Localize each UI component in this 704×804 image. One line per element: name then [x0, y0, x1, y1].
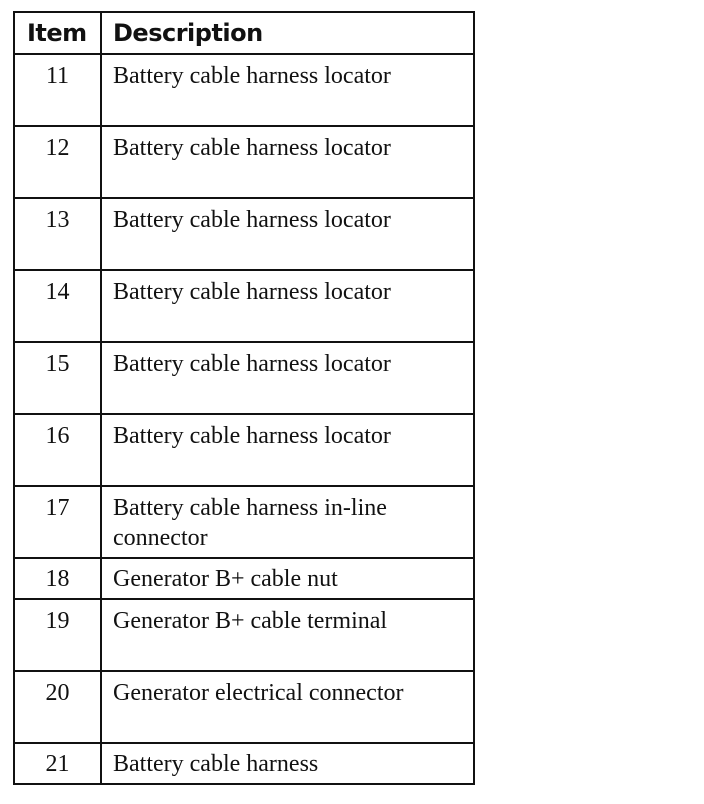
- item-description: Battery cable harness locator: [101, 270, 474, 342]
- table-row: [14, 198, 474, 270]
- item-number: 18: [14, 558, 101, 599]
- item-description: Battery cable harness locator: [101, 198, 474, 270]
- table-row: [14, 486, 474, 558]
- item-description: Battery cable harness in-line connector: [101, 486, 474, 558]
- header-item: Item: [14, 12, 101, 54]
- item-number: 19: [14, 599, 101, 671]
- item-number: 21: [14, 743, 101, 784]
- table-row: [14, 126, 474, 198]
- item-number: 14: [14, 270, 101, 342]
- item-number: 15: [14, 342, 101, 414]
- item-number: 20: [14, 671, 101, 743]
- item-description: Battery cable harness locator: [101, 342, 474, 414]
- header-row: [14, 12, 474, 54]
- item-number: 17: [14, 486, 101, 558]
- table-row: [14, 599, 474, 671]
- item-number: 11: [14, 54, 101, 126]
- item-description: Generator B+ cable nut: [101, 558, 474, 599]
- item-description: Battery cable harness locator: [101, 126, 474, 198]
- item-description: Battery cable harness locator: [101, 414, 474, 486]
- item-description: Generator electrical connector: [101, 671, 474, 743]
- parts-table: [13, 11, 475, 785]
- item-description: Battery cable harness: [101, 743, 474, 784]
- table-row: [14, 54, 474, 126]
- table-row: [14, 743, 474, 784]
- item-number: 12: [14, 126, 101, 198]
- table-row: [14, 414, 474, 486]
- header-description: Description: [101, 12, 474, 54]
- table-row: [14, 270, 474, 342]
- item-description: Generator B+ cable terminal: [101, 599, 474, 671]
- item-description: Battery cable harness locator: [101, 54, 474, 126]
- item-number: 16: [14, 414, 101, 486]
- table-row: [14, 342, 474, 414]
- table-row: [14, 558, 474, 599]
- item-number: 13: [14, 198, 101, 270]
- table-row: [14, 671, 474, 743]
